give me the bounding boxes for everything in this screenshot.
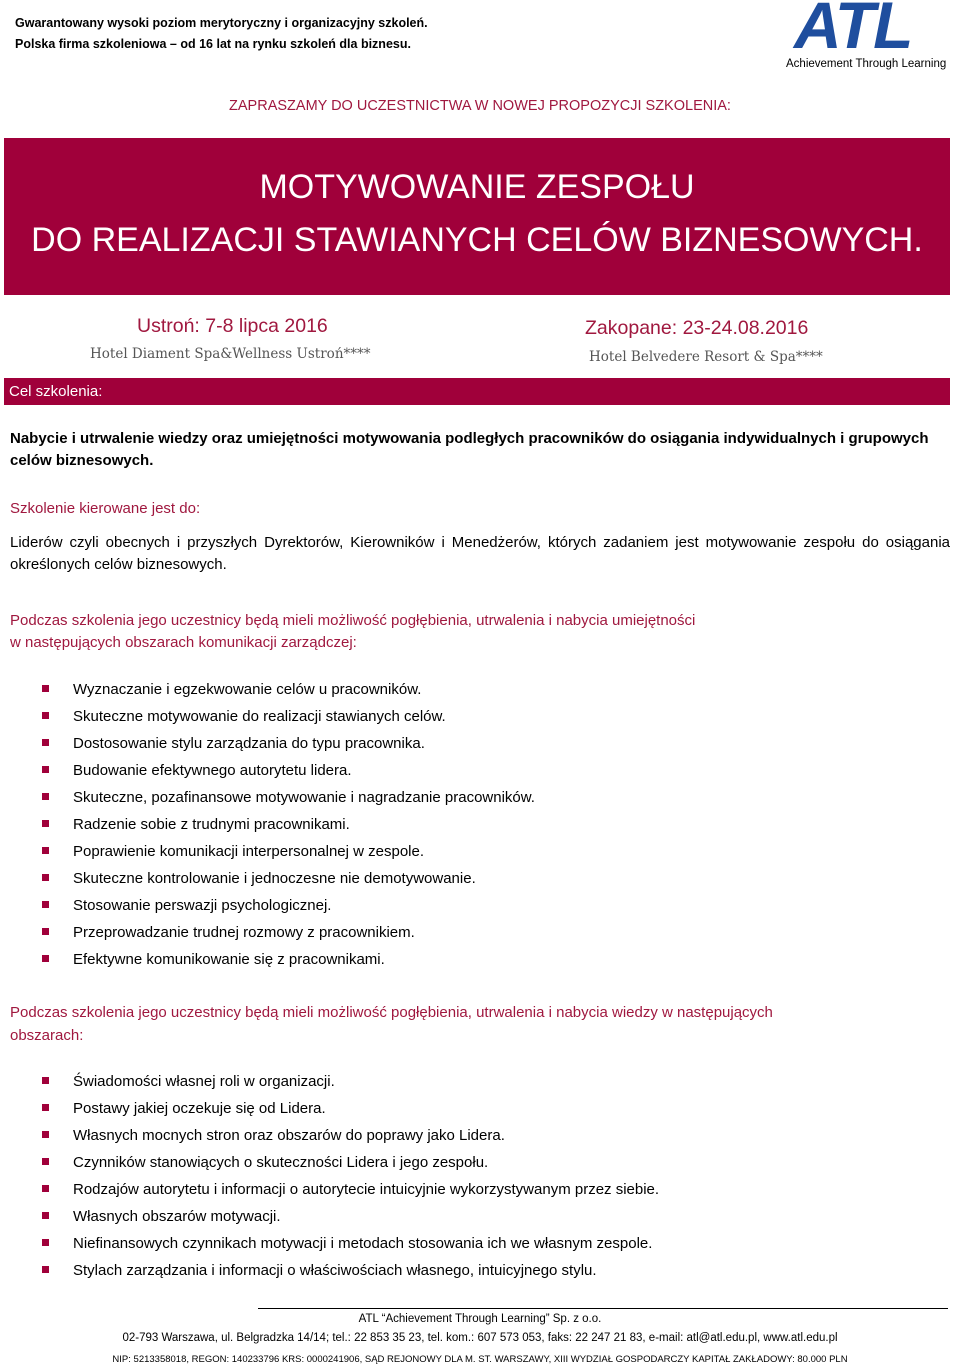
bullet-square-icon — [42, 1077, 49, 1084]
list-item: Radzenie sobie z trudnymi pracownikami. — [38, 814, 938, 841]
bullet-square-icon — [42, 901, 49, 908]
logo-subtitle: Achievement Through Learning — [786, 58, 947, 70]
list-item: Wyznaczanie i egzekwowanie celów u pracowników. — [38, 679, 938, 706]
course-title-line-1: MOTYWOWANIE ZESPOŁU — [259, 168, 695, 206]
knowledge-heading-line-2: obszarach: — [10, 1027, 84, 1044]
footer-company: ATL “Achievement Through Learning” Sp. z o.o. — [358, 1313, 602, 1325]
list-item: Poprawienie komunikacji interpersonalnej w zespole. — [38, 841, 938, 868]
list-item: Przeprowadzanie trudnej rozmowy z pracownikiem. — [38, 922, 938, 949]
bullet-square-icon — [42, 1185, 49, 1192]
list-item: Stosowanie perswazji psychologicznej. — [38, 895, 938, 922]
location-zakopane-hotel: Hotel Belvedere Resort & Spa**** — [589, 349, 823, 365]
list-item: Skuteczne, pozafinansowe motywowanie i nagradzanie pracowników. — [38, 787, 938, 814]
bullet-square-icon — [42, 820, 49, 827]
bullet-square-icon — [42, 793, 49, 800]
audience-text: Liderów czyli obecnych i przyszłych Dyrektorów, Kierowników i Menedżerów, których zadaniem jest motywowanie zespołu do osiągania określonych celów biznesowych. — [10, 534, 950, 573]
logo-wordmark: ATL — [794, 0, 912, 62]
atl-logo — [786, 0, 950, 70]
bullet-square-icon — [42, 739, 49, 746]
bullet-square-icon — [42, 874, 49, 881]
footer-registry: NIP: 5213358018, REGON: 140233796 KRS: 0000241906, SĄD REJONOWY DLA M. ST. WARSZAWY, XIII WYDZIAŁ GOSPODARCZY KAPITAŁ ZAKŁADOWY: 80.000 PLN — [112, 1354, 848, 1365]
location-ustron-hotel: Hotel Diament Spa&Wellness Ustroń**** — [90, 346, 371, 362]
list-item: Efektywne komunikowanie się z pracownikami. — [38, 949, 938, 976]
knowledge-heading-line-1: Podczas szkolenia jego uczestnicy będą mieli możliwość pogłębienia, utrwalenia i nabycia wiedzy w następujących — [10, 1004, 773, 1021]
list-item: Czynników stanowiących o skuteczności Lidera i jego zespołu. — [38, 1152, 938, 1179]
list-item: Budowanie efektywnego autorytetu lidera. — [38, 760, 938, 787]
bullet-square-icon — [42, 685, 49, 692]
bullet-square-icon — [42, 955, 49, 962]
list-item: Stylach zarządzania i informacji o właściwościach własnego, intuicyjnego stylu. — [38, 1260, 938, 1287]
course-title-line-2: DO REALIZACJI STAWIANYCH CELÓW BIZNESOWYCH. — [31, 221, 923, 259]
list-item: Skuteczne motywowanie do realizacji stawianych celów. — [38, 706, 938, 733]
skills-heading-line-2: w następujących obszarach komunikacji zarządczej: — [10, 634, 357, 651]
bullet-square-icon — [42, 1266, 49, 1273]
list-item: Niefinansowych czynnikach motywacji i metodach stosowania ich we własnym zespole. — [38, 1233, 938, 1260]
list-item: Własnych mocnych stron oraz obszarów do poprawy jako Lidera. — [38, 1125, 938, 1152]
bullet-square-icon — [42, 1212, 49, 1219]
bullet-square-icon — [42, 1104, 49, 1111]
skills-list — [38, 679, 938, 976]
list-item: Skuteczne kontrolowanie i jednoczesne nie demotywowanie. — [38, 868, 938, 895]
invitation-heading: ZAPRASZAMY DO UCZESTNICTWA W NOWEJ PROPOZYCJI SZKOLENIA: — [229, 98, 731, 114]
bullet-square-icon — [42, 712, 49, 719]
audience-heading: Szkolenie kierowane jest do: — [10, 500, 201, 517]
bullet-square-icon — [42, 1239, 49, 1246]
location-ustron-date: Ustroń: 7-8 lipca 2016 — [137, 315, 328, 337]
list-item: Dostosowanie stylu zarządzania do typu pracownika. — [38, 733, 938, 760]
goal-text: Nabycie i utrwalenie wiedzy oraz umiejętności motywowania podległych pracowników do osiągania indywidualnych i grupowych celów biznesowych. — [10, 430, 929, 469]
title-banner — [4, 138, 950, 295]
location-zakopane-date: Zakopane: 23-24.08.2016 — [585, 317, 809, 339]
goal-label: Cel szkolenia: — [9, 383, 103, 400]
list-item: Postawy jakiej oczekuje się od Lidera. — [38, 1098, 938, 1125]
footer-divider — [258, 1308, 948, 1309]
tagline-company: Polska firma szkoleniowa – od 16 lat na rynku szkoleń dla biznesu. — [15, 37, 411, 51]
bullet-square-icon — [42, 1131, 49, 1138]
bullet-square-icon — [42, 928, 49, 935]
bullet-square-icon — [42, 847, 49, 854]
skills-heading-line-1: Podczas szkolenia jego uczestnicy będą mieli możliwość pogłębienia, utrwalenia i nabycia umiejętności — [10, 612, 696, 629]
footer-address: 02-793 Warszawa, ul. Belgradzka 14/14; tel.: 22 853 35 23, tel. kom.: 607 573 053, faks: 22 247 21 83, e-mail: atl@atl.edu.pl, www.atl.edu.pl — [122, 1332, 838, 1344]
bullet-square-icon — [42, 766, 49, 773]
tagline-quality: Gwarantowany wysoki poziom merytoryczny i organizacyjny szkoleń. — [15, 16, 428, 30]
list-item: Rodzajów autorytetu i informacji o autorytecie intuicyjnie wykorzystywanym przez siebie. — [38, 1179, 938, 1206]
list-item: Świadomości własnej roli w organizacji. — [38, 1071, 938, 1098]
goal-bar — [4, 378, 950, 405]
list-item: Własnych obszarów motywacji. — [38, 1206, 938, 1233]
knowledge-list — [38, 1071, 938, 1287]
bullet-square-icon — [42, 1158, 49, 1165]
